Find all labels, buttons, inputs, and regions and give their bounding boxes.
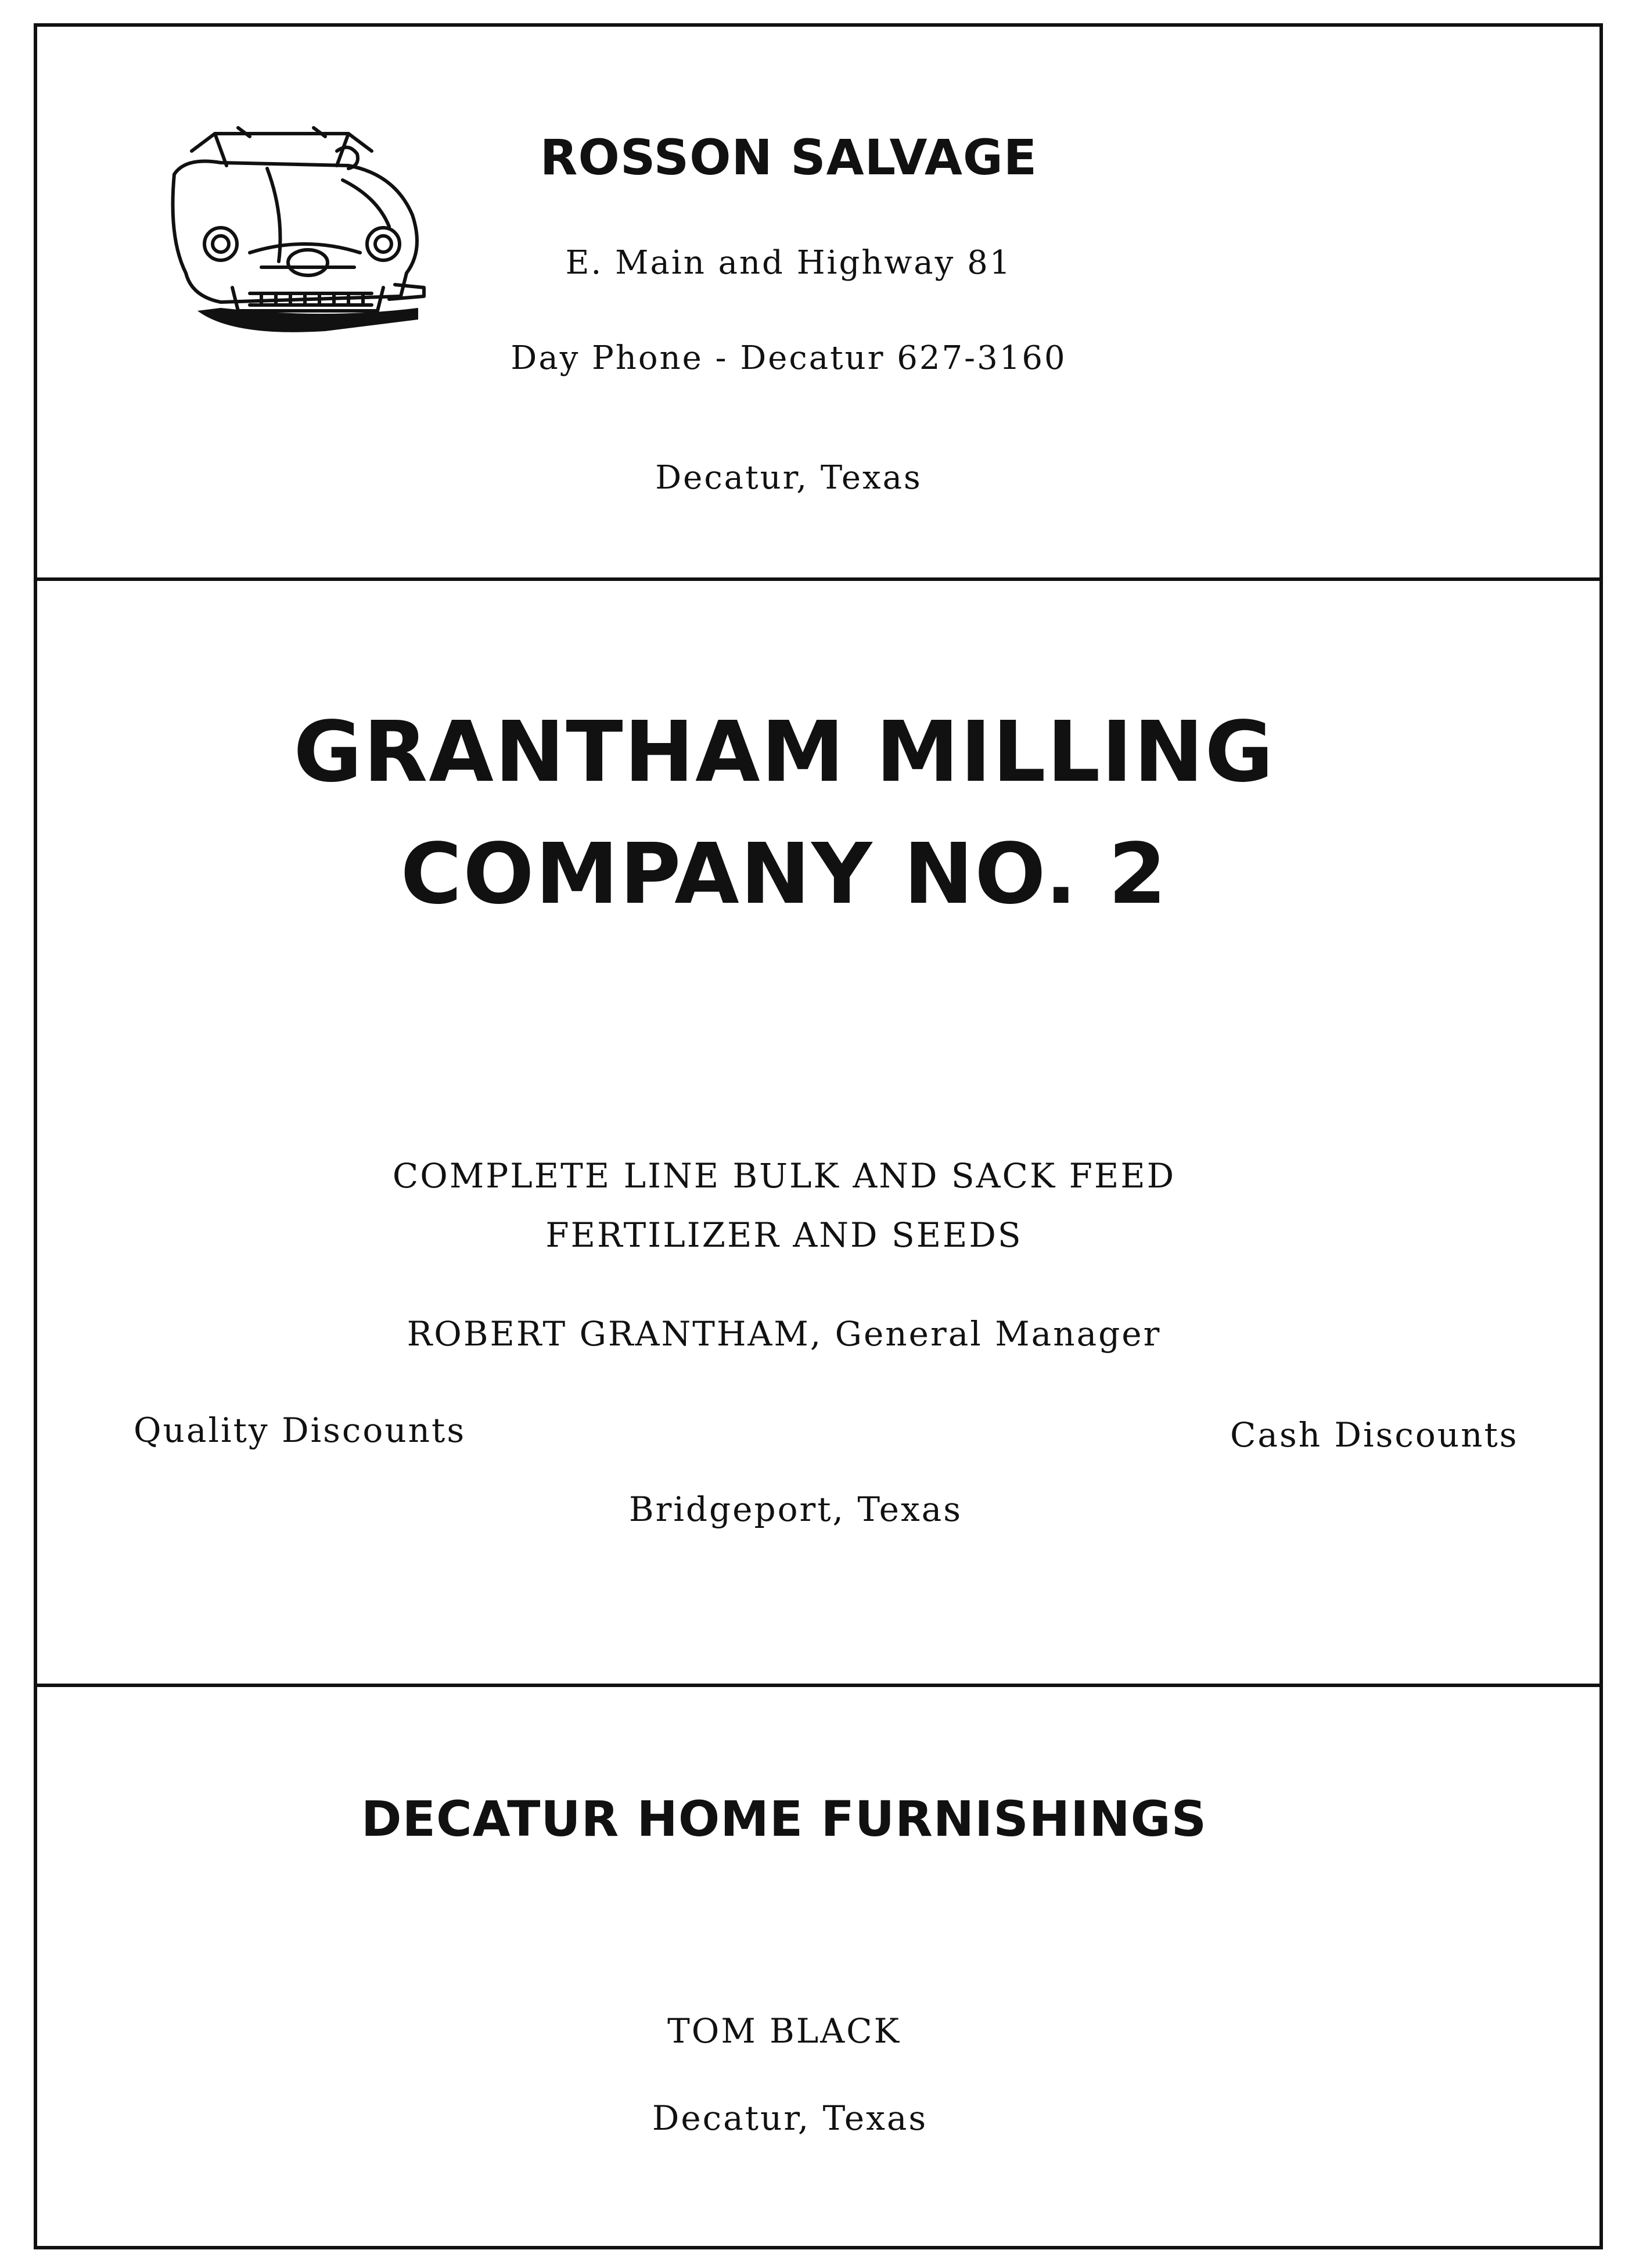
rosson-city: Decatur, Texas — [655, 459, 922, 497]
decatur-owner: TOM BLACK — [667, 2011, 901, 2051]
grantham-fertilizer-line: FERTILIZER AND SEEDS — [545, 1215, 1023, 1255]
grantham-manager: ROBERT GRANTHAM, General Manager — [407, 1314, 1162, 1354]
grantham-cash-discounts: Cash Discounts — [1230, 1415, 1519, 1455]
vintage-car-icon — [151, 110, 476, 354]
grantham-city: Bridgeport, Texas — [629, 1490, 962, 1529]
decatur-name: DECATUR HOME FURNISHINGS — [361, 1790, 1207, 1847]
rosson-address: E. Main and Highway 81 — [565, 244, 1012, 282]
grantham-name-line2: COMPANY NO. 2 — [400, 825, 1168, 923]
grantham-quality-discounts: Quality Discounts — [134, 1411, 466, 1450]
decatur-city: Decatur, Texas — [652, 2098, 928, 2138]
rosson-phone: Day Phone - Decatur 627-3160 — [511, 339, 1067, 377]
grantham-feed-line: COMPLETE LINE BULK AND SACK FEED — [392, 1156, 1176, 1196]
ad-decatur-home-furnishings — [34, 1684, 1603, 2249]
rosson-name: ROSSON SALVAGE — [540, 129, 1038, 186]
grantham-name-line1: GRANTHAM MILLING — [293, 703, 1275, 801]
